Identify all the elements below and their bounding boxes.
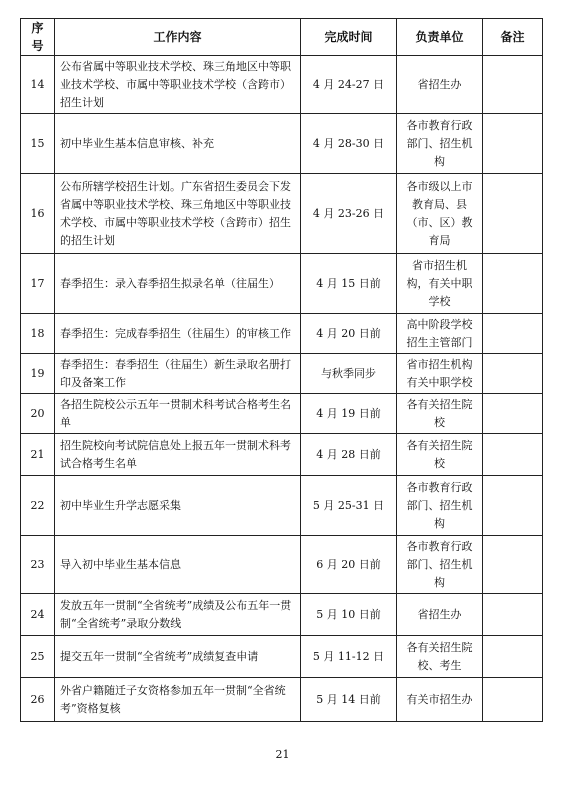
- table-row: [21, 434, 543, 476]
- row-content: 各招生院校公示五年一贯制术科考试合格考生名单: [55, 394, 301, 434]
- row-unit: 各市教育行政部门、招生机构: [397, 114, 483, 174]
- row-note: [483, 56, 543, 114]
- row-time: 4 月 15 日前: [301, 254, 397, 314]
- row-note: [483, 434, 543, 476]
- row-number: 15: [21, 114, 55, 174]
- row-note: [483, 678, 543, 722]
- table-row: [21, 254, 543, 314]
- table-row: [21, 314, 543, 354]
- row-note: [483, 314, 543, 354]
- row-unit: 省市招生机构有关中职学校: [397, 354, 483, 394]
- row-note: [483, 174, 543, 254]
- row-note: [483, 254, 543, 314]
- row-unit: 省招生办: [397, 594, 483, 636]
- table-row: [21, 536, 543, 594]
- table-row: [21, 636, 543, 678]
- row-time: 4 月 20 日前: [301, 314, 397, 354]
- row-time: 4 月 28-30 日: [301, 114, 397, 174]
- row-unit: 各市教育行政部门、招生机构: [397, 536, 483, 594]
- table-row: [21, 354, 543, 394]
- row-content: 春季招生：春季招生（往届生）新生录取名册打印及备案工作: [55, 354, 301, 394]
- table-row: [21, 114, 543, 174]
- header-content: 工作内容: [55, 19, 301, 56]
- table-row: [21, 678, 543, 722]
- schedule-table: [20, 18, 543, 722]
- row-content: 导入初中毕业生基本信息: [55, 536, 301, 594]
- row-note: [483, 636, 543, 678]
- table-row: [21, 174, 543, 254]
- row-number: 21: [21, 434, 55, 476]
- row-content: 招生院校向考试院信息处上报五年一贯制术科考试合格考生名单: [55, 434, 301, 476]
- table-row: [21, 394, 543, 434]
- row-time: 5 月 11-12 日: [301, 636, 397, 678]
- row-note: [483, 114, 543, 174]
- row-note: [483, 476, 543, 536]
- row-number: 18: [21, 314, 55, 354]
- row-unit: 省招生办: [397, 56, 483, 114]
- row-content: 初中毕业生基本信息审核、补充: [55, 114, 301, 174]
- row-unit: 各有关招生院校: [397, 434, 483, 476]
- row-unit: 各市教育行政部门、招生机构: [397, 476, 483, 536]
- row-time: 5 月 10 日前: [301, 594, 397, 636]
- row-unit: 省市招生机构，有关中职学校: [397, 254, 483, 314]
- row-time: 4 月 19 日前: [301, 394, 397, 434]
- row-content: 公布省属中等职业技术学校、珠三角地区中等职业技术学校、市属中等职业技术学校（含跨市）招生计划: [55, 56, 301, 114]
- row-content: 提交五年一贯制“全省统考”成绩复查申请: [55, 636, 301, 678]
- row-note: [483, 594, 543, 636]
- row-number: 17: [21, 254, 55, 314]
- row-content: 初中毕业生升学志愿采集: [55, 476, 301, 536]
- row-number: 16: [21, 174, 55, 254]
- row-number: 23: [21, 536, 55, 594]
- row-note: [483, 536, 543, 594]
- row-note: [483, 394, 543, 434]
- table-row: [21, 476, 543, 536]
- header-row: [21, 19, 543, 56]
- row-content: 春季招生：录入春季招生拟录名单（往届生）: [55, 254, 301, 314]
- row-unit: 各市级以上市教育局、县（市、区）教育局: [397, 174, 483, 254]
- row-time: 4 月 28 日前: [301, 434, 397, 476]
- row-number: 24: [21, 594, 55, 636]
- row-number: 26: [21, 678, 55, 722]
- row-number: 14: [21, 56, 55, 114]
- row-unit: 各有关招生院校: [397, 394, 483, 434]
- row-content: 发放五年一贯制“全省统考”成绩及公布五年一贯制“全省统考”录取分数线: [55, 594, 301, 636]
- row-time: 与秋季同步: [301, 354, 397, 394]
- row-note: [483, 354, 543, 394]
- row-time: 4 月 24-27 日: [301, 56, 397, 114]
- row-content: 春季招生：完成春季招生（往届生）的审核工作: [55, 314, 301, 354]
- page-number: 21: [275, 748, 290, 761]
- row-number: 25: [21, 636, 55, 678]
- row-time: 5 月 25-31 日: [301, 476, 397, 536]
- table-row: [21, 56, 543, 114]
- row-content: 外省户籍随迁子女资格参加五年一贯制“全省统考”资格复核: [55, 678, 301, 722]
- row-time: 5 月 14 日前: [301, 678, 397, 722]
- row-content: 公布所辖学校招生计划。广东省招生委员会下发省属中等职业技术学校、珠三角地区中等职业技术学校、市属中等职业技术学校（含跨市）招生的招生计划: [55, 174, 301, 254]
- row-unit: 有关市招生办: [397, 678, 483, 722]
- row-time: 4 月 23-26 日: [301, 174, 397, 254]
- row-unit: 各有关招生院校、考生: [397, 636, 483, 678]
- row-time: 6 月 20 日前: [301, 536, 397, 594]
- header-unit: 负责单位: [397, 19, 483, 56]
- row-number: 22: [21, 476, 55, 536]
- table-row: [21, 594, 543, 636]
- row-number: 19: [21, 354, 55, 394]
- row-unit: 高中阶段学校招生主管部门: [397, 314, 483, 354]
- header-note: 备注: [483, 19, 543, 56]
- row-number: 20: [21, 394, 55, 434]
- header-no: 序号: [21, 19, 55, 56]
- header-time: 完成时间: [301, 19, 397, 56]
